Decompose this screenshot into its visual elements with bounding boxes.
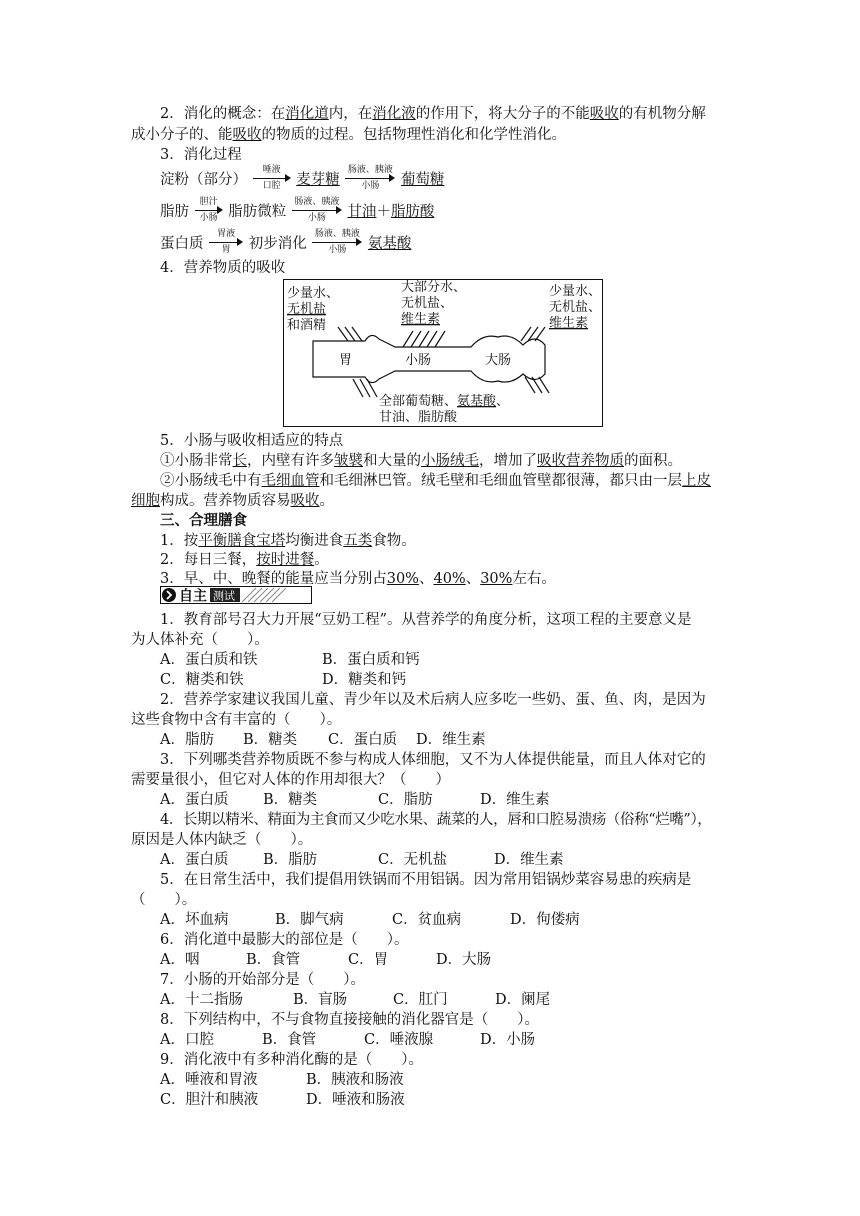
text: 的有机物分解	[618, 106, 706, 122]
q8-line: 8．下列结构中，不与食物直接接触的消化器官是（ ）。	[160, 1012, 539, 1028]
reaction-arrow: 胃液 胃	[209, 229, 243, 255]
starch-process	[160, 165, 444, 191]
q6-option-c[interactable]: C．胃	[348, 952, 389, 968]
q3-option-a[interactable]: A．蛋白质	[160, 792, 229, 808]
q9-option-b[interactable]: B．胰液和肠液	[306, 1072, 404, 1088]
text: 脂肪微粒	[228, 203, 287, 220]
q5-option-b[interactable]: B．脚气病	[275, 912, 344, 928]
left-label-1: 少量水、	[287, 286, 340, 301]
answer-blank: 麦芽糖	[296, 171, 340, 188]
text: 蛋白质	[160, 235, 204, 252]
q7-option-d[interactable]: D．阑尾	[495, 992, 551, 1008]
q1-option-b[interactable]: B．蛋白质和钙	[322, 652, 420, 668]
section-heading: 三、合理膳食	[160, 512, 247, 529]
q2-option-c[interactable]: C．蛋白质	[328, 732, 398, 748]
right-label-1: 少量水、	[549, 284, 602, 299]
q2-line2: 这些食物中含有丰富的（ ）。	[131, 712, 342, 728]
stomach-label: 胃	[339, 353, 353, 368]
answer-blank: 长	[232, 453, 247, 469]
features-line1: ①小肠非常长，内壁有许多皱襞和大量的小肠绒毛，增加了吸收营养物质的面积。	[160, 453, 682, 469]
q4-option-b[interactable]: B．脂肪	[263, 852, 318, 868]
bottom-label-2: 甘油、脂肪酸	[379, 410, 458, 425]
q7-option-b[interactable]: B．盲肠	[293, 992, 348, 1008]
reaction-arrow: 肠液、胰液 小肠	[312, 229, 362, 255]
q3-line2: 需要量很小，但它对人体的作用却很大？（ ）	[131, 772, 450, 788]
reaction-arrow: 胆汁 小肠	[195, 197, 223, 223]
answer-blank: 30%	[480, 571, 513, 587]
q5-option-c[interactable]: C．贫血病	[392, 912, 462, 928]
features-line3: 细胞构成。营养物质容易吸收。	[131, 493, 334, 509]
q3-line1: 3．下列哪类营养物质既不参与构成人体细胞，又不为人体提供能量，而且人体对它的	[160, 752, 706, 768]
q7-line: 7．小肠的开始部分是（ ）。	[160, 972, 365, 988]
answer-blank: 毛细血管	[261, 473, 320, 489]
digestion-concept-line1	[160, 104, 760, 124]
q6-line: 6．消化道中最膨大的部位是（ ）。	[160, 932, 409, 948]
q8-option-c[interactable]: C．唾液腺	[364, 1032, 434, 1048]
q6-option-d[interactable]: D．大肠	[436, 952, 492, 968]
process-title: 3．消化过程	[160, 147, 242, 163]
diet-line2: 2．每日三餐，按时进餐。	[160, 552, 329, 568]
text: 的物质的过程。包括物理性消化和化学性消化。	[261, 127, 566, 143]
top-label-3: 维生素	[401, 312, 441, 327]
q1-option-c[interactable]: C．糖类和铁	[160, 672, 244, 688]
text: 的作用下，将大分子的不能	[415, 106, 590, 122]
self-test-banner	[160, 586, 312, 604]
q7-option-c[interactable]: C．肛门	[393, 992, 448, 1008]
q8-option-a[interactable]: A．口腔	[160, 1032, 214, 1048]
top-label-2: 无机盐、	[401, 296, 454, 311]
q5-line2: （ ）。	[131, 892, 197, 908]
protein-process	[160, 229, 411, 255]
q9-line: 9．消化液中有多种消化酶的是（ ）。	[160, 1052, 423, 1068]
q4-option-d[interactable]: D．维生素	[494, 852, 564, 868]
right-label-2: 无机盐、	[549, 300, 602, 315]
large-intestine-label: 大肠	[485, 353, 512, 368]
answer-blank: 30%	[386, 571, 419, 587]
left-label-3: 和酒精	[287, 318, 327, 333]
q3-option-c[interactable]: C．脂肪	[378, 792, 433, 808]
q2-option-b[interactable]: B．糖类	[243, 732, 298, 748]
answer-blank: 吸收	[290, 493, 320, 509]
q1-option-a[interactable]: A．蛋白质和铁	[160, 652, 258, 668]
text: 成小分子的、能	[131, 127, 233, 143]
arrow-circle-icon	[162, 588, 176, 602]
answer-blank: 40%	[433, 571, 466, 587]
banner-subtitle: 测试	[213, 589, 235, 603]
q1-option-d[interactable]: D．糖类和钙	[322, 672, 407, 688]
reaction-arrow: 唾液 口腔	[253, 165, 291, 191]
diet-line1: 1．按平衡膳食宝塔均衡进食五类食物。	[160, 533, 416, 549]
q5-line1: 5．在日常生活中，我们提倡用铁锅而不用铝锅。因为常用铝锅炒菜容易患的疾病是	[160, 872, 692, 888]
answer-blank: 消化液	[372, 106, 416, 122]
text: 2．消化的概念：在	[160, 106, 286, 122]
q6-option-b[interactable]: B．食管	[246, 952, 301, 968]
answer-blank: 五类	[343, 533, 373, 549]
answer-blank: 按时进餐	[256, 552, 315, 568]
reaction-arrow: 肠液、胰液 小肠	[345, 165, 395, 191]
q8-option-b[interactable]: B．食管	[262, 1032, 317, 1048]
diet-line3: 3．早、中、晚餐的能量应当分别占30%、40%、30%左右。	[160, 571, 556, 587]
q1-line2: 为人体补充（ ）。	[131, 632, 269, 648]
q8-option-d[interactable]: D．小肠	[480, 1032, 536, 1048]
q3-option-d[interactable]: D．维生素	[480, 792, 550, 808]
answer-blank: 脂肪酸	[390, 203, 435, 220]
text: 脂肪	[160, 203, 189, 220]
fat-process	[160, 197, 434, 223]
reaction-arrow: 肠液、胰液 小肠	[292, 197, 342, 223]
text: 初步消化	[248, 235, 307, 252]
q6-option-a[interactable]: A．咽	[160, 952, 200, 968]
text: ＋	[376, 203, 391, 220]
answer-blank: 上皮	[682, 473, 711, 489]
q4-line1: 4．长期以精米、精面为主食而又少吃水果、蔬菜的人，唇和口腔易溃疡（俗称“烂嘴”），	[160, 812, 712, 828]
text: 内，在	[328, 106, 373, 122]
q9-option-c[interactable]: C．胆汁和胰液	[160, 1092, 259, 1108]
features-title: 5．小肠与吸收相适应的特点	[160, 433, 344, 449]
features-line2: ②小肠绒毛中有毛细血管和毛细淋巴管。绒毛壁和毛细血管壁都很薄，都只由一层上皮	[160, 473, 711, 489]
q2-option-d[interactable]: D．维生素	[416, 732, 486, 748]
q7-option-a[interactable]: A．十二指肠	[160, 992, 243, 1008]
answer-blank: 小肠绒毛	[421, 453, 479, 469]
q1-line1: 1．教育部号召大力开展“豆奶工程”。从营养学的角度分析，这项工程的主要意义是	[160, 612, 692, 628]
q5-option-d[interactable]: D．佝偻病	[510, 912, 580, 928]
q9-option-d[interactable]: D．唾液和肠液	[306, 1092, 405, 1108]
answer-blank: 吸收	[232, 127, 262, 143]
top-label-1: 大部分水、	[401, 280, 467, 295]
right-label-3: 维生素	[549, 316, 589, 331]
q3-option-b[interactable]: B．糖类	[263, 792, 318, 808]
absorption-title: 4．营养物质的吸收	[160, 260, 286, 276]
bottom-label-1: 全部葡萄糖、氨基酸、	[379, 394, 510, 409]
answer-blank: 细胞	[131, 493, 160, 509]
answer-blank: 吸收	[589, 106, 619, 122]
text: 淀粉（部分）	[160, 171, 247, 188]
answer-blank: 甘油	[347, 203, 377, 220]
q9-option-a[interactable]: A．唾液和胃液	[160, 1072, 258, 1088]
q4-line2: 原因是人体内缺乏（ ）。	[131, 832, 313, 848]
q2-option-a[interactable]: A．脂肪	[160, 732, 214, 748]
digestion-concept-line2	[131, 125, 731, 145]
q5-option-a[interactable]: A．坏血病	[160, 912, 229, 928]
answer-blank: 葡萄糖	[400, 171, 445, 188]
q2-line1: 2．营养学家建议我国儿童、青少年以及术后病人应多吃一些奶、蛋、鱼、肉，是因为	[160, 692, 706, 708]
answer-blank: 皱襞	[334, 453, 363, 469]
left-label-2: 无机盐	[287, 302, 327, 317]
absorption-diagram	[283, 279, 603, 427]
answer-blank: 吸收营养物质	[537, 453, 624, 469]
banner-title: 自主	[179, 588, 207, 604]
q4-option-a[interactable]: A．蛋白质	[160, 852, 229, 868]
answer-blank: 氨基酸	[367, 235, 412, 252]
q4-option-c[interactable]: C．无机盐	[378, 852, 448, 868]
answer-blank: 平衡膳食宝塔	[198, 533, 286, 549]
answer-blank: 消化道	[285, 106, 329, 122]
small-intestine-label: 小肠	[405, 353, 432, 368]
